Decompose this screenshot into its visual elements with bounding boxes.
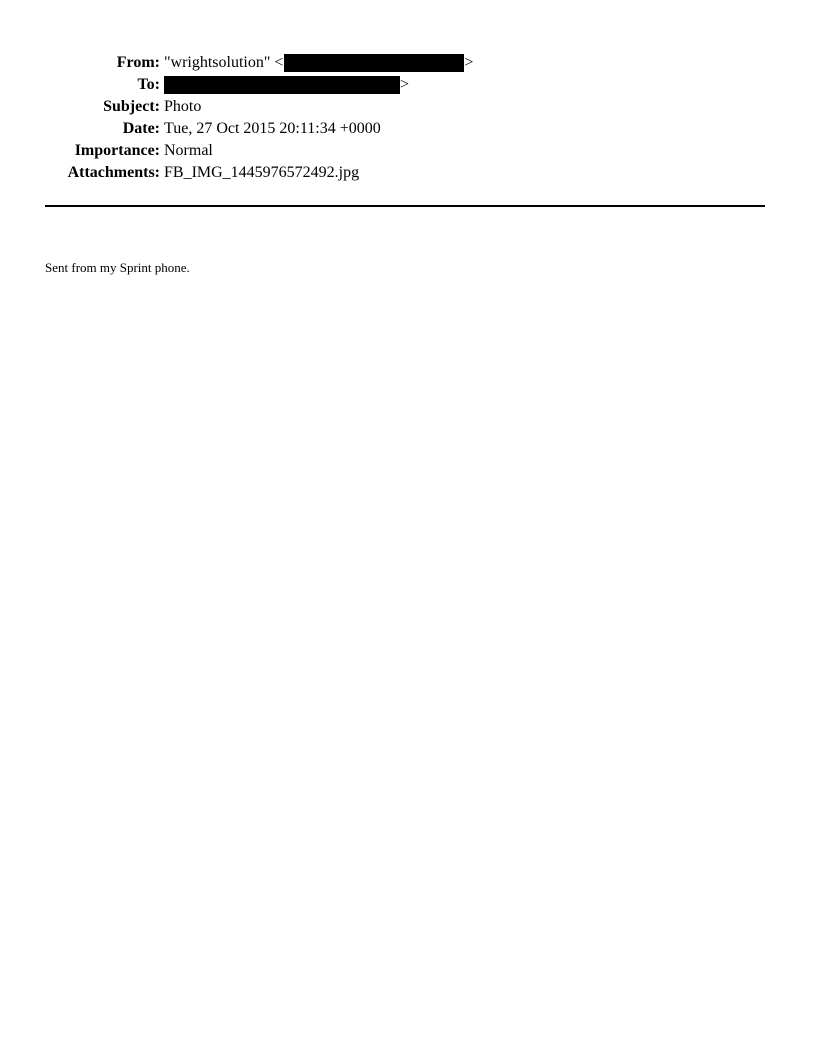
email-header xyxy=(0,52,816,184)
from-value xyxy=(164,52,473,74)
email-body-text: Sent from my Sprint phone. xyxy=(45,260,190,275)
from-label: From: xyxy=(116,54,160,71)
from-row xyxy=(0,52,816,74)
redacted-to-address xyxy=(164,76,400,94)
date-value: Tue, 27 Oct 2015 20:11:34 +0000 xyxy=(164,120,381,137)
attachments-label: Attachments: xyxy=(67,164,160,181)
date-row xyxy=(0,118,816,140)
to-close-bracket: > xyxy=(400,76,410,93)
to-row xyxy=(0,74,816,96)
header-divider xyxy=(45,205,765,207)
attachments-row xyxy=(0,162,816,184)
redacted-from-address xyxy=(284,54,464,72)
from-close-bracket: > xyxy=(464,54,474,71)
subject-row xyxy=(0,96,816,118)
importance-row xyxy=(0,140,816,162)
subject-value: Photo xyxy=(164,98,202,115)
to-value xyxy=(164,74,409,96)
date-label: Date: xyxy=(122,120,160,137)
subject-label: Subject: xyxy=(103,98,160,115)
importance-label: Importance: xyxy=(74,142,160,159)
importance-value: Normal xyxy=(164,142,213,159)
to-label: To: xyxy=(137,76,160,93)
attachments-value: FB_IMG_1445976572492.jpg xyxy=(164,164,360,181)
from-name: "wrightsolution" < xyxy=(164,54,284,71)
